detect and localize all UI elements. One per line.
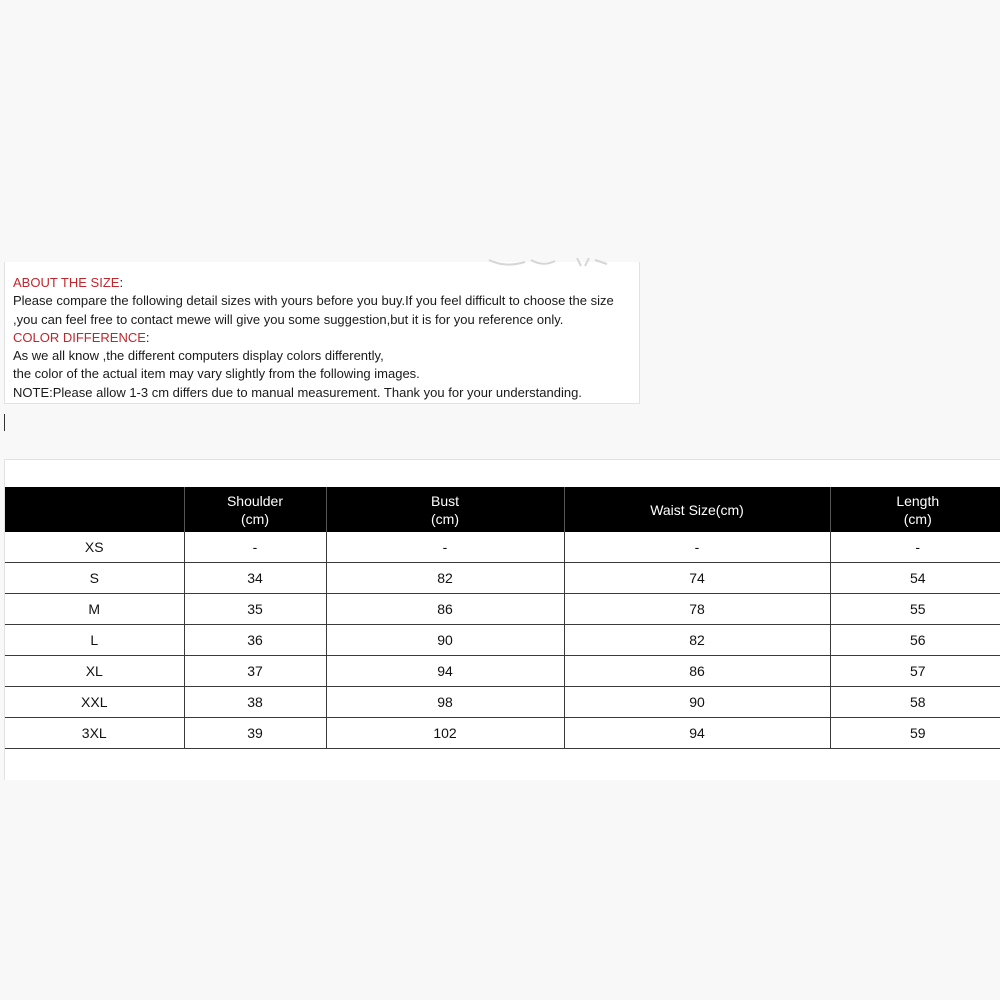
size-cell: M bbox=[5, 594, 184, 625]
shoulder-cell: 37 bbox=[184, 656, 326, 687]
size-cell: XS bbox=[5, 532, 184, 563]
bust-cell: 90 bbox=[326, 625, 564, 656]
waist-cell: 86 bbox=[564, 656, 830, 687]
size-cell: 3XL bbox=[5, 718, 184, 749]
header-length bbox=[830, 487, 1000, 532]
waist-cell: 94 bbox=[564, 718, 830, 749]
length-cell: 58 bbox=[830, 687, 1000, 718]
shoulder-cell: 38 bbox=[184, 687, 326, 718]
color-difference-text-2: the color of the actual item may vary slightly from the following images. bbox=[13, 366, 420, 382]
header-waist-label: Waist Size(cm) bbox=[650, 501, 744, 518]
bust-cell: - bbox=[326, 532, 564, 563]
table-row bbox=[5, 563, 1000, 594]
waist-cell: 82 bbox=[564, 625, 830, 656]
size-cell: XXL bbox=[5, 687, 184, 718]
about-size-heading-line: ABOUT THE SIZE: bbox=[13, 275, 124, 290]
about-size-text-1: Please compare the following detail sizes with yours before you buy.If you feel difficult to choose the size bbox=[13, 293, 614, 309]
length-cell: 59 bbox=[830, 718, 1000, 749]
table-row bbox=[5, 656, 1000, 687]
header-bust bbox=[326, 487, 564, 532]
shoulder-cell: 36 bbox=[184, 625, 326, 656]
header-bust-label: Bust bbox=[430, 492, 459, 509]
table-row bbox=[5, 532, 1000, 563]
about-size-text-2: ,you can feel free to contact mewe will give you some suggestion,but it is for you reference only. bbox=[13, 311, 564, 327]
shoulder-cell: - bbox=[184, 532, 326, 563]
size-table-panel bbox=[4, 459, 1000, 780]
length-cell: 54 bbox=[830, 563, 1000, 594]
about-size-heading: ABOUT THE SIZE bbox=[13, 275, 120, 290]
color-difference-heading: COLOR DIFFERENCE bbox=[13, 329, 146, 345]
header-shoulder-label: Shoulder bbox=[226, 492, 284, 509]
size-cell: XL bbox=[5, 656, 184, 687]
table-row bbox=[5, 625, 1000, 656]
size-table bbox=[5, 487, 1000, 749]
size-cell: S bbox=[5, 563, 184, 594]
length-cell: 57 bbox=[830, 656, 1000, 687]
table-row bbox=[5, 718, 1000, 749]
shoulder-cell: 35 bbox=[184, 594, 326, 625]
size-notice-box bbox=[4, 262, 640, 404]
header-size bbox=[5, 487, 184, 532]
bust-cell: 94 bbox=[326, 656, 564, 687]
table-row bbox=[5, 687, 1000, 718]
header-length-label: Length bbox=[896, 492, 940, 509]
header-shoulder bbox=[184, 487, 326, 532]
waist-cell: 74 bbox=[564, 563, 830, 594]
bust-cell: 86 bbox=[326, 594, 564, 625]
size-table-header-row bbox=[5, 487, 1000, 532]
bust-cell: 102 bbox=[326, 718, 564, 749]
size-cell: L bbox=[5, 625, 184, 656]
bust-cell: 98 bbox=[326, 687, 564, 718]
bust-cell: 82 bbox=[326, 563, 564, 594]
text-cursor bbox=[4, 414, 5, 431]
color-difference-heading-line: COLOR DIFFERENCE: bbox=[13, 329, 150, 345]
shoulder-cell: 34 bbox=[184, 563, 326, 594]
header-waist bbox=[564, 487, 830, 532]
table-row bbox=[5, 594, 1000, 625]
shoulder-cell: 39 bbox=[184, 718, 326, 749]
waist-cell: 78 bbox=[564, 594, 830, 625]
header-bust-unit: (cm) bbox=[431, 510, 459, 527]
header-length-unit: (cm) bbox=[903, 510, 932, 527]
length-cell: 55 bbox=[830, 594, 1000, 625]
measurement-note: NOTE:Please allow 1-3 cm differs due to manual measurement. Thank you for your understanding. bbox=[13, 384, 582, 400]
length-cell: - bbox=[830, 532, 1000, 563]
length-cell: 56 bbox=[830, 625, 1000, 656]
partial-image-fragment-icon bbox=[485, 258, 615, 268]
notice-text bbox=[13, 274, 635, 402]
waist-cell: 90 bbox=[564, 687, 830, 718]
waist-cell: - bbox=[564, 532, 830, 563]
color-difference-text-1: As we all know ,the different computers display colors differently, bbox=[13, 348, 384, 364]
header-shoulder-unit: (cm) bbox=[241, 510, 269, 527]
